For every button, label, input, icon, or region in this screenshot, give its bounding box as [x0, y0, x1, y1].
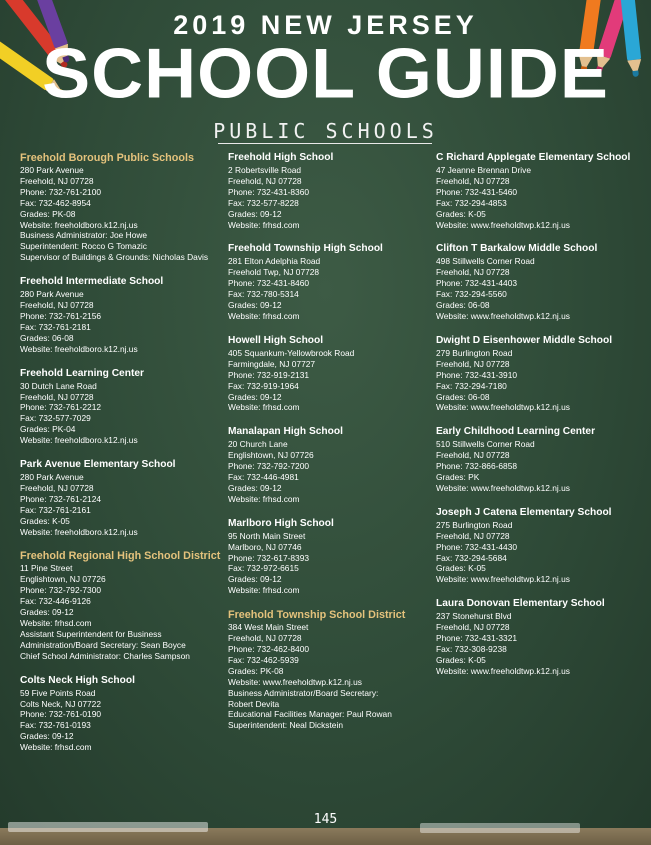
school-detail-line: 279 Burlington Road	[436, 347, 513, 358]
school-detail-line: Robert Devita	[228, 698, 280, 709]
school-detail-line: Fax: 732-780-5314	[228, 289, 299, 300]
school-detail-line: Grades: PK-04	[20, 424, 76, 435]
listing-column-2	[228, 151, 433, 743]
school-detail-line: Freehold, NJ 07728	[228, 633, 302, 644]
listing-column-3	[436, 151, 646, 689]
school-detail-line: Website: www.freeholdtwp.k12.nj.us	[436, 574, 570, 585]
school-detail-line: Grades: 09-12	[228, 482, 282, 493]
school-detail-line: Grades: K-05	[20, 515, 70, 526]
district-name: Freehold Borough Public Schools	[20, 152, 194, 164]
school-name: Early Childhood Learning Center	[436, 426, 596, 438]
school-detail-line: 95 North Main Street	[228, 530, 306, 541]
school-name: Freehold Intermediate School	[20, 276, 164, 288]
school-detail-line: Freehold, NJ 07728	[228, 175, 302, 186]
school-detail-line: Freehold, NJ 07728	[20, 482, 94, 493]
school-detail-line: Farmingdale, NJ 07727	[228, 358, 316, 369]
school-detail-line: Fax: 732-761-2161	[20, 504, 91, 515]
school-name: Freehold High School	[228, 152, 334, 163]
school-detail-line: Freehold, NJ 07728	[436, 358, 510, 369]
school-detail-line: 11 Pine Street	[20, 563, 73, 574]
school-detail-line: Freehold, NJ 07728	[436, 622, 510, 633]
school-detail-line: Fax: 732-462-8954	[20, 197, 91, 208]
page-number: 145	[313, 812, 338, 827]
school-detail-line: Freehold Twp, NJ 07728	[228, 267, 320, 278]
school-name: Freehold Township High School	[228, 243, 383, 255]
school-detail-line: Website: www.freeholdtwp.k12.nj.us	[436, 310, 570, 321]
school-detail-line: 405 Squankum-Yellowbrook Road	[228, 347, 355, 358]
school-detail-line: Phone: 732-431-3910	[436, 369, 518, 380]
school-entry	[436, 425, 646, 494]
school-entry	[20, 674, 225, 753]
school-detail-line: Website: freeholdboro.k12.nj.us	[20, 526, 138, 537]
school-detail-line: Grades: PK-08	[228, 665, 284, 676]
school-detail-line: Englishtown, NJ 07726	[228, 450, 314, 461]
school-detail-line: Phone: 732-866-6858	[436, 461, 518, 472]
school-detail-line: Phone: 732-792-7300	[20, 585, 102, 596]
school-detail-line: Fax: 732-577-8228	[228, 197, 299, 208]
school-entry	[228, 608, 433, 731]
school-detail-line: Phone: 732-792-7200	[228, 461, 310, 472]
school-entry	[20, 458, 225, 537]
school-detail-line: Website: www.freeholdtwp.k12.nj.us	[228, 676, 362, 687]
school-detail-line: Freehold, NJ 07728	[436, 450, 510, 461]
school-detail-line: Grades: 09-12	[228, 300, 282, 311]
school-detail-line: Administration/Board Secretary: Sean Boyce	[20, 639, 186, 650]
school-detail-line: Supervisor of Buildings & Grounds: Nicholas Davis	[20, 252, 209, 263]
school-detail-line: 47 Jeanne Brennan Drive	[436, 165, 531, 175]
school-detail-line: Website: freeholdboro.k12.nj.us	[20, 219, 138, 230]
school-detail-line: Fax: 732-919-1964	[228, 380, 299, 391]
school-detail-line: Business Administrator/Board Secretary:	[228, 687, 379, 698]
school-entry	[436, 334, 646, 413]
school-entry	[20, 275, 225, 354]
school-detail-line: Freehold, NJ 07728	[20, 175, 94, 186]
school-detail-line: Fax: 732-761-2181	[20, 321, 91, 332]
school-detail-line: Business Administrator: Joe Howe	[20, 230, 148, 241]
school-entry	[20, 549, 225, 661]
school-detail-line: Freehold, NJ 07728	[436, 175, 510, 186]
school-detail-line: Superintendent: Rocco G Tomazic	[20, 241, 147, 252]
school-detail-line: Fax: 732-446-4981	[228, 472, 299, 483]
school-name: Colts Neck High School	[20, 674, 135, 686]
school-detail-line: Grades: 09-12	[228, 574, 282, 585]
school-detail-line: 280 Park Avenue	[20, 165, 84, 175]
district-name: Freehold Regional High School District	[20, 550, 221, 563]
school-detail-line: 280 Park Avenue	[20, 289, 84, 300]
section-subtitle: PUBLIC SCHOOLS	[213, 119, 438, 143]
school-detail-line: Phone: 732-431-8460	[228, 278, 310, 289]
page-title-line1: 2019 NEW JERSEY	[173, 10, 478, 40]
school-detail-line: Fax: 732-577-7029	[20, 413, 91, 424]
school-entry	[228, 151, 433, 230]
school-detail-line: Superintendent: Neal Dickstein	[228, 720, 343, 731]
school-detail-line: 280 Park Avenue	[20, 472, 84, 483]
school-entry	[228, 242, 433, 321]
school-entry	[228, 334, 433, 413]
school-detail-line: Phone: 732-761-2124	[20, 493, 102, 504]
school-detail-line: Website: www.freeholdtwp.k12.nj.us	[436, 665, 570, 676]
school-detail-line: 498 Stillwells Corner Road	[436, 256, 535, 267]
school-name: Marlboro High School	[228, 517, 334, 529]
school-detail-line: 20 Church Lane	[228, 439, 288, 450]
school-detail-line: Grades: K-05	[436, 563, 486, 574]
school-detail-line: Grades: 09-12	[20, 607, 74, 618]
school-detail-line: Grades: 06-08	[436, 391, 490, 402]
school-detail-line: Phone: 732-761-0190	[20, 709, 102, 720]
school-detail-line: Fax: 732-294-7180	[436, 380, 507, 391]
school-detail-line: Freehold, NJ 07728	[20, 300, 94, 311]
school-detail-line: Phone: 732-761-2100	[20, 186, 102, 197]
school-detail-line: 2 Robertsville Road	[228, 165, 302, 175]
school-detail-line: Website: frhsd.com	[20, 618, 92, 628]
school-detail-line: Freehold, NJ 07728	[436, 267, 510, 278]
school-detail-line: 275 Burlington Road	[436, 519, 513, 530]
school-name: Joseph J Catena Elementary School	[436, 506, 612, 518]
school-detail-line: Website: frhsd.com	[228, 219, 300, 230]
school-detail-line: 237 Stonehurst Blvd	[436, 611, 512, 622]
school-detail-line: Freehold, NJ 07728	[20, 391, 94, 402]
school-detail-line: Website: www.freeholdtwp.k12.nj.us	[436, 219, 570, 230]
school-name: Manalapan High School	[228, 426, 343, 438]
school-detail-line: Fax: 732-972-6615	[228, 563, 299, 574]
school-detail-line: 59 Five Points Road	[20, 687, 96, 698]
school-detail-line: Marlboro, NJ 07746	[228, 541, 302, 552]
school-name: Dwight D Eisenhower Middle School	[436, 334, 613, 346]
school-detail-line: Website: frhsd.com	[20, 742, 92, 753]
school-name: Park Avenue Elementary School	[20, 459, 176, 471]
school-entry	[436, 506, 646, 585]
school-detail-line: Website: frhsd.com	[228, 310, 300, 321]
school-name: Freehold Learning Center	[20, 367, 144, 379]
school-entry	[20, 367, 225, 446]
school-name: Clifton T Barkalow Middle School	[436, 243, 598, 255]
school-detail-line: Phone: 732-761-2212	[20, 402, 102, 413]
school-entry	[436, 242, 646, 321]
school-detail-line: Phone: 732-431-4430	[436, 541, 518, 552]
school-detail-line: 30 Dutch Lane Road	[20, 380, 97, 391]
school-detail-line: Phone: 732-431-5460	[436, 186, 518, 197]
school-detail-line: Assistant Superintendent for Business	[20, 628, 162, 639]
school-detail-line: Grades: K-05	[436, 654, 486, 665]
school-detail-line: Fax: 732-294-5560	[436, 289, 507, 300]
school-entry	[20, 151, 225, 263]
school-detail-line: 510 Stillwells Corner Road	[436, 439, 535, 450]
school-detail-line: Fax: 732-294-5684	[436, 552, 507, 563]
school-detail-line: Grades: 06-08	[20, 332, 74, 343]
school-detail-line: Website: freeholdboro.k12.nj.us	[20, 435, 138, 446]
school-detail-line: Fax: 732-294-4853	[436, 197, 507, 208]
school-entry	[228, 517, 433, 596]
school-detail-line: Website: frhsd.com	[228, 402, 300, 413]
school-detail-line: 384 West Main Street	[228, 622, 309, 633]
school-detail-line: Phone: 732-462-8400	[228, 644, 310, 654]
school-detail-line: Grades: K-05	[436, 208, 486, 219]
school-entry	[436, 597, 646, 676]
school-detail-line: Phone: 732-617-8393	[228, 552, 310, 563]
school-entry	[436, 151, 646, 230]
school-detail-line: Fax: 732-761-0193	[20, 720, 91, 731]
school-detail-line: 281 Elton Adelphia Road	[228, 256, 321, 267]
school-detail-line: Grades: PK	[436, 472, 480, 483]
school-detail-line: Fax: 732-308-9238	[436, 644, 507, 654]
listing-column-1	[20, 151, 225, 765]
school-detail-line: Grades: PK-08	[20, 208, 76, 219]
school-detail-line: Grades: 09-12	[228, 391, 282, 402]
school-detail-line: Grades: 09-12	[20, 731, 74, 742]
school-detail-line: Phone: 732-431-8360	[228, 186, 310, 197]
school-detail-line: Phone: 732-919-2131	[228, 369, 310, 380]
school-detail-line: Website: freeholdboro.k12.nj.us	[20, 343, 138, 354]
school-detail-line: Website: www.freeholdtwp.k12.nj.us	[436, 402, 570, 413]
school-detail-line: Website: www.freeholdtwp.k12.nj.us	[436, 482, 570, 493]
school-detail-line: Chief School Administrator: Charles Sampson	[20, 650, 190, 661]
school-detail-line: Colts Neck, NJ 07722	[20, 698, 101, 709]
school-detail-line: Website: frhsd.com	[228, 585, 300, 596]
school-detail-line: Englishtown, NJ 07726	[20, 574, 106, 585]
school-detail-line: Grades: 06-08	[436, 300, 490, 311]
school-entry	[228, 425, 433, 504]
page-title: SCHOOL GUIDE	[42, 34, 609, 114]
school-detail-line: Phone: 732-761-2156	[20, 310, 102, 321]
school-detail-line: Fax: 732-462-5939	[228, 654, 299, 665]
school-detail-line: Educational Facilities Manager: Paul Rowan	[228, 709, 392, 720]
school-name: Howell High School	[228, 334, 324, 346]
school-name: Laura Donovan Elementary School	[436, 598, 605, 610]
school-detail-line: Phone: 732-431-4403	[436, 278, 518, 289]
school-detail-line: Grades: 09-12	[228, 208, 282, 219]
school-name: C Richard Applegate Elementary School	[436, 152, 631, 163]
subtitle-underline	[218, 143, 432, 144]
school-detail-line: Phone: 732-431-3321	[436, 633, 518, 644]
school-detail-line: Fax: 732-446-9126	[20, 596, 91, 607]
district-name: Freehold Township School District	[228, 609, 406, 622]
school-detail-line: Freehold, NJ 07728	[436, 530, 510, 541]
school-detail-line: Website: frhsd.com	[228, 493, 300, 504]
